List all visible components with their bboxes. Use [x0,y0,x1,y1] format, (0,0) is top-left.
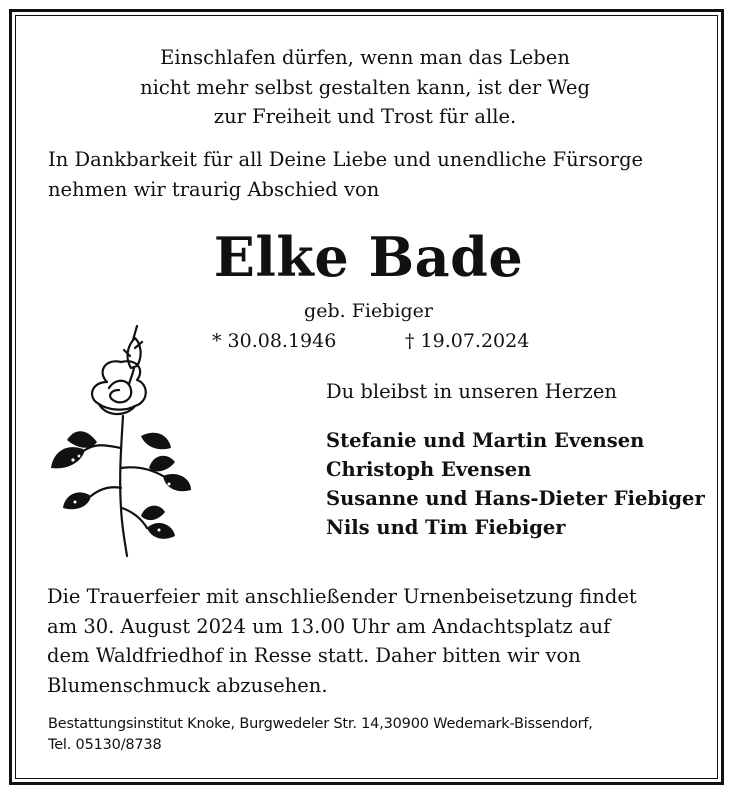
intro-line: nehmen wir traurig Abschied von [48,177,380,201]
mourner-line: Susanne und Hans-Dieter Fiebiger [326,487,705,510]
rose-icon [45,318,195,563]
death-date: † 19.07.2024 [405,330,530,352]
intro-line: In Dankbarkeit für all Deine Liebe und unendliche Fürsorge [48,148,644,171]
birth-date: * 30.08.1946 [212,330,337,352]
poem-line: zur Freiheit und Trost für alle. [213,105,517,128]
mourner-line: Stefanie und Martin Evensen [326,429,645,452]
poem [60,43,670,132]
service-line: dem Waldfriedhof in Resse statt. Daher bitten wir von [47,644,581,667]
mourner-line: Nils und Tim Fiebiger [326,516,566,539]
undertaker-info [48,714,593,755]
deceased-name: Elke Bade [213,225,524,289]
mourner-line: Christoph Evensen [326,458,532,481]
poem-line: Einschlafen dürfen, wenn man das Leben [160,46,570,69]
intro-text [48,145,643,204]
service-notice [47,582,637,700]
service-line: Blumenschmuck abzusehen. [47,673,328,697]
service-line: am 30. August 2024 um 13.00 Uhr am Andachtsplatz auf [47,614,611,638]
undertaker-line: Bestattungsinstitut Knoke, Burgwedeler Str. 14,30900 Wedemark-Bissendorf, [48,716,593,732]
birth-name: geb. Fiebiger [304,300,433,322]
undertaker-line: Tel. 05130/8738 [48,736,162,753]
service-line: Die Trauerfeier mit anschließender Urnenbeisetzung findet [47,585,637,608]
farewell-text: Du bleibst in unseren Herzen [326,380,617,403]
poem-line: nicht mehr selbst gestalten kann, ist der Weg [140,75,590,99]
mourners-list [326,426,705,542]
